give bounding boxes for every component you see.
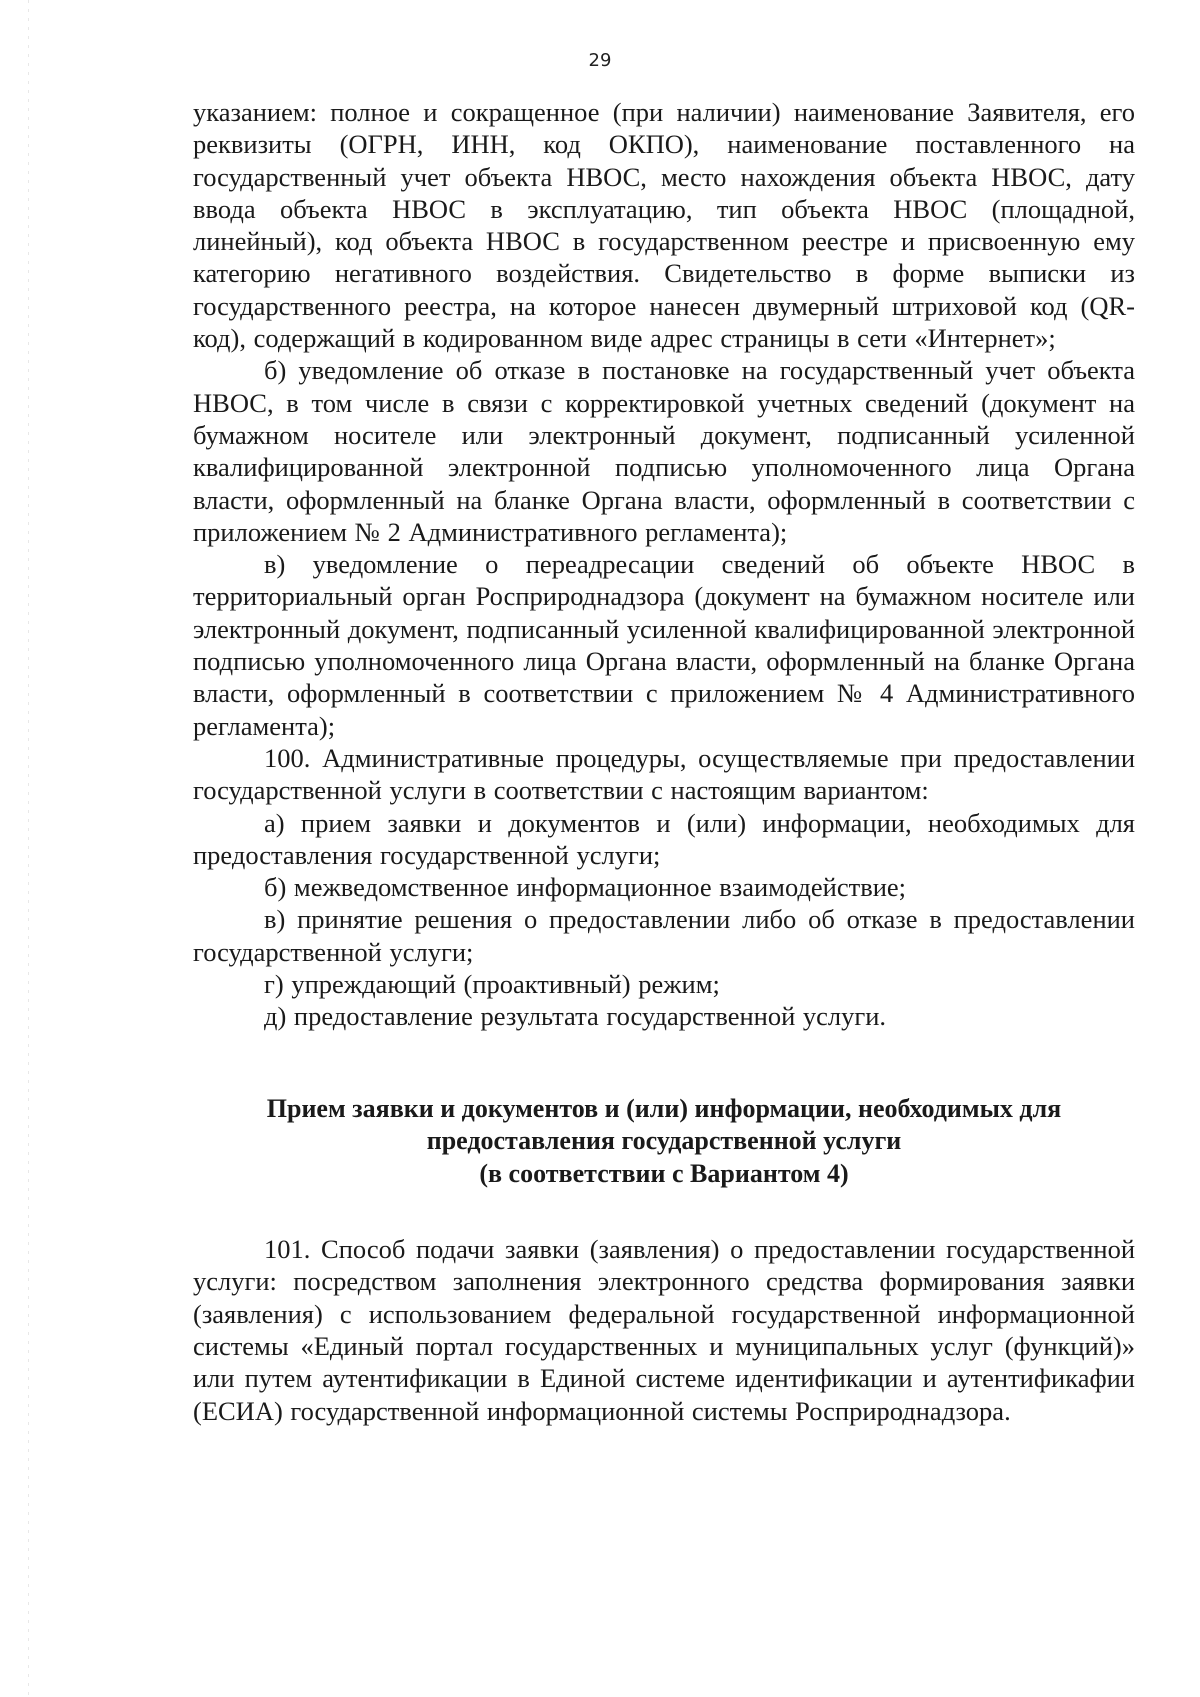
paragraph-details: указанием: полное и сокращенное (при наличии) наименование Заявителя, его реквизиты (ОГРН, ИНН, код ОКПО), наименование поставленного на государственный учет объекта НВОС, место нахождения объекта НВОС, дату ввода объекта НВОС в эксплуатацию, тип объекта НВОС (площадной, линейный), код объекта НВОС в государственном реестре и присвоенную ему категорию негативного воздействия. Свидетельство в форме выписки из государственного реестра, на которое нанесен двумерный штриховой код (QR-код), содержащий в кодированном виде адрес страницы в сети «Интернет»; — [193, 97, 1135, 354]
paragraph-redirect-notice: в) уведомление о переадресации сведений об объекте НВОС в территориальный орган Росприроднадзора (документ на бумажном носителе или электронный документ, подписанный усиленной квалифицированной электронной подписью уполномоченного лица Органа власти, оформленный на бланке Органа власти, оформленный в соответствии с приложением № 4 Административного регламента); — [193, 549, 1136, 741]
list-item-d: д) предоставление результата государственной услуги. — [264, 1001, 887, 1032]
paragraph-item-100: 100. Административные процедуры, осуществляемые при предоставлении государственной услуги в соответствии с настоящим вариантом: — [193, 742, 1135, 806]
heading-spacer — [193, 1190, 1135, 1233]
list-item-b: б) межведомственное информационное взаимодействие; — [264, 872, 907, 903]
section-heading-line-1: Прием заявки и документов и (или) информации, необходимых для — [266, 1093, 1062, 1123]
page-number: 29 — [588, 50, 612, 71]
paragraph-refusal-notice: б) уведомление об отказе в постановке на государственный учет объекта НВОС, в том числе в связи с корректировкой учетных сведений (документ на бумажном носителе или электронный документ, подписанный усиленной квалифицированной электронной подписью уполномоченного лица Органа власти, оформленный на бланке Органа власти, оформленный в соответствии с приложением № 2 Административного регламента); — [193, 355, 1135, 547]
list-item-g: г) упреждающий (проактивный) режим; — [264, 969, 720, 1000]
section-heading-line-3: (в соответствии с Вариантом 4) — [479, 1158, 849, 1188]
scan-edge-artifact — [28, 0, 29, 1697]
document-body — [193, 96, 1135, 1427]
section-heading-line-2: предоставления государственной услуги — [426, 1126, 902, 1156]
list-item-v: в) принятие решения о предоставлении либо об отказе в предоставлении государственной услуги; — [193, 904, 1135, 967]
section-heading — [193, 1093, 1135, 1191]
paragraph-item-101: 101. Способ подачи заявки (заявления) о предоставлении государственной услуги: посредством заполнения электронного средства формирования заявки (заявления) с использованием федеральной государственной информационной системы «Единый портал государственных и муниципальных услуг (функций)» или путем аутентификации в Единой системе идентификации и аутентификафии (ЕСИА) государственной информационной системы Росприроднадзора. — [193, 1234, 1135, 1426]
list-item-a: а) прием заявки и документов и (или) информации, необходимых для предоставления государственной услуги; — [193, 807, 1135, 870]
